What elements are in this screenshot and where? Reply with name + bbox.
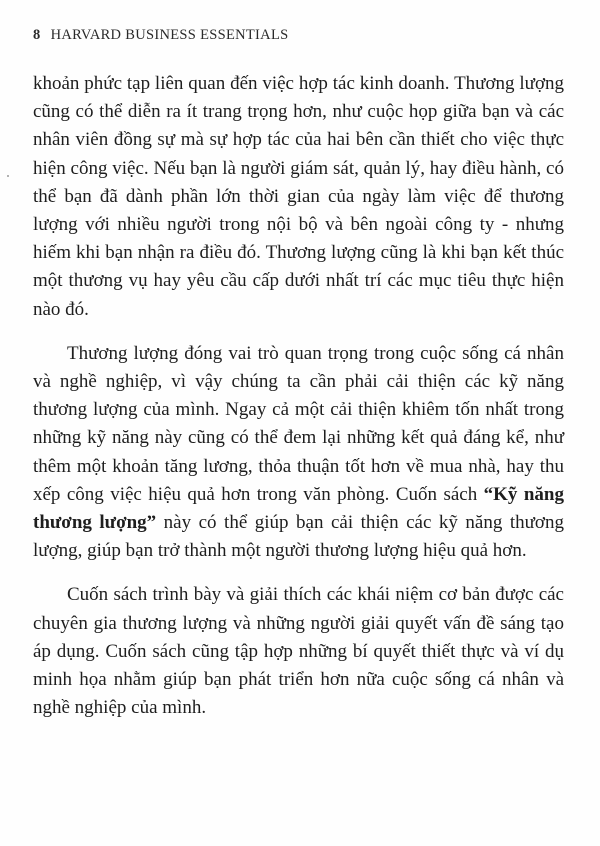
paragraph-2-text-after: này có thể giúp bạn cải thiện các kỹ năng thương lượng, giúp bạn trở thành một người thương lượng hiệu quả hơn. [33, 512, 564, 562]
running-head [33, 27, 288, 44]
body-text [33, 70, 564, 738]
series-title: HARVARD BUSINESS ESSENTIALS [50, 27, 289, 43]
paragraph-3: Cuốn sách trình bày và giải thích các khái niệm cơ bản được các chuyên gia thương lượng và những người giải quyết vấn đề sáng tạo áp dụng. Cuốn sách cũng tập hợp những bí quyết thiết thực và ví dụ minh họa nhằm giúp bạn phát triển hơn nữa cuộc sống cá nhân và nghề nghiệp của mình. [33, 584, 564, 719]
paragraph-2-text-before: Thương lượng đóng vai trò quan trọng trong cuộc sống cá nhân và nghề nghiệp, vì vậy chúng ta cần phải cải thiện các kỹ năng thương lượng của mình. Ngay cả một cải thiện khiêm tốn nhất trong những kỹ năng này cũng có thể đem lại những kết quả đáng kể, như thêm một khoản tăng lương, thỏa thuận tốt hơn về mua nhà, hay thu xếp công việc hiệu quả hơn trong văn phòng. Cuốn sách [33, 342, 564, 505]
scan-speck [7, 175, 9, 177]
book-title-bold: “Kỹ năng thương lượng” [33, 483, 564, 534]
page-number: 8 [33, 27, 41, 43]
paragraph-2 [33, 340, 564, 566]
paragraph-1: khoản phức tạp liên quan đến việc hợp tác kinh doanh. Thương lượng cũng có thể diễn ra ít trang trọng hơn, như cuộc họp giữa bạn và các nhân viên đồng sự mà sự hợp tác của hai bên cần thiết cho việc thực hiện công việc. Nếu bạn là người giám sát, quản lý, hay điều hành, có thể bạn đã dành phần lớn thời gian của ngày làm việc để thương lượng với nhiều người trong nội bộ và bên ngoài công ty - nhưng hiếm khi bạn nhận ra điều đó. Thương lượng cũng là khi bạn kết thúc một thương vụ hay yêu cầu cấp dưới nhất trí các mục tiêu thực hiện nào đó. [33, 73, 564, 320]
